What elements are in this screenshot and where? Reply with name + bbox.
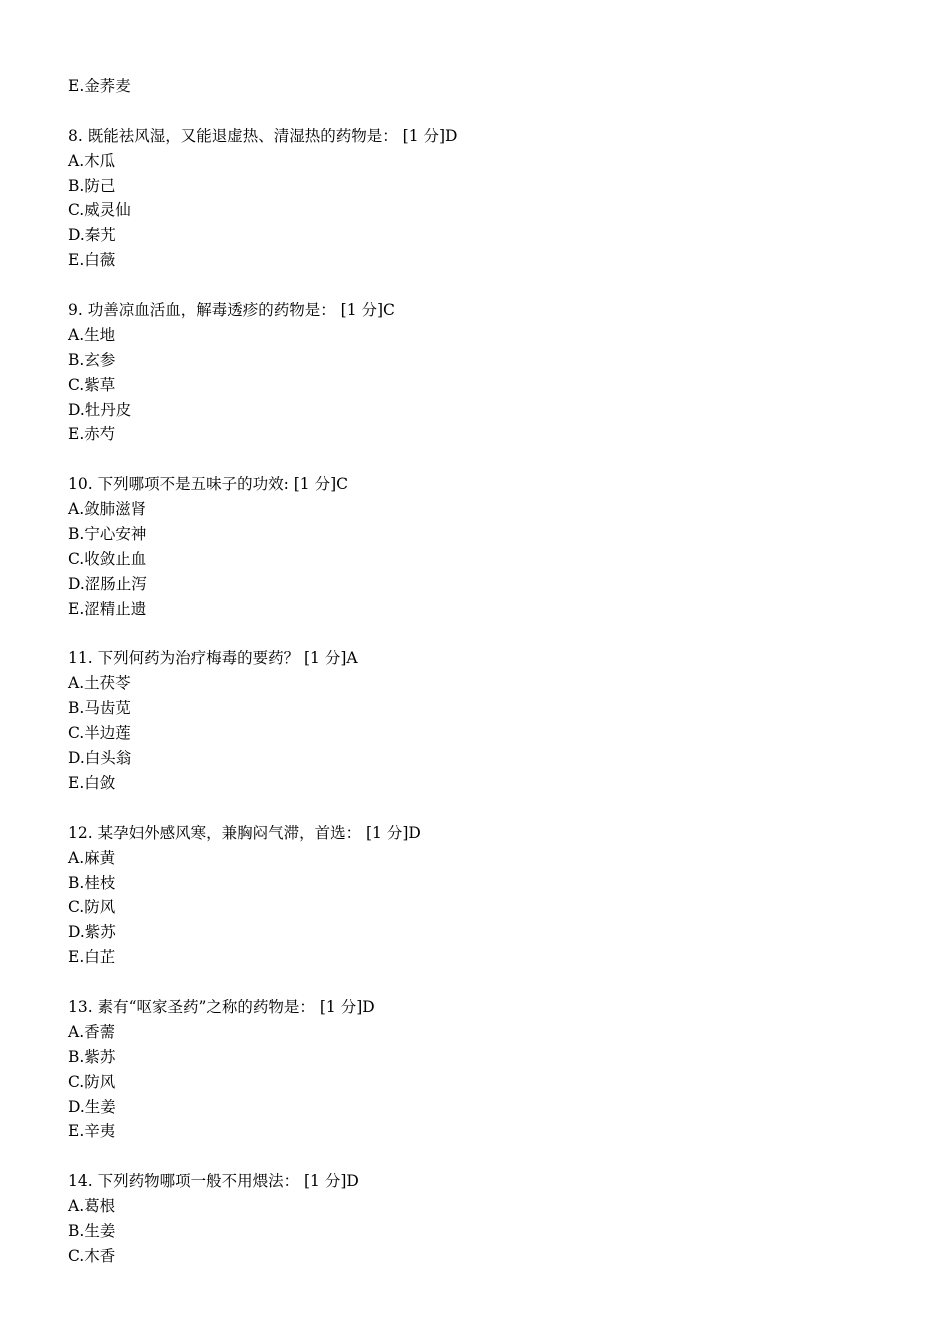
document-page [68, 74, 888, 1269]
question-block [68, 124, 888, 273]
question-block [68, 1169, 888, 1269]
option-line: A.香薷 [68, 1022, 116, 1041]
option-line: C.紫草 [68, 375, 116, 394]
option-line: A.麻黄 [68, 848, 116, 867]
option-line: E.辛夷 [68, 1122, 116, 1141]
option-line: C.收敛止血 [68, 549, 147, 568]
question-text: 14. 下列药物哪项一般不用煨法： [1 分]D [68, 1172, 359, 1191]
question-block [68, 995, 888, 1144]
option-line: B.紫苏 [68, 1047, 116, 1066]
question-block [68, 298, 888, 447]
option-line: C.半边莲 [68, 724, 131, 743]
option-line: A.土茯苓 [68, 674, 131, 693]
question-text: 9. 功善凉血活血，解毒透疹的药物是： [1 分]C [68, 301, 395, 320]
option-line: C.威灵仙 [68, 201, 131, 220]
question-text: 13. 素有“呕家圣药”之称的药物是： [1 分]D [68, 997, 375, 1016]
option-line: E.白芷 [68, 948, 116, 967]
option-line: D.紫苏 [68, 923, 116, 942]
question-text: 12. 某孕妇外感风寒，兼胸闷气滞，首选： [1 分]D [68, 823, 421, 842]
option-line: D.白头翁 [68, 749, 132, 768]
option-line: D.生姜 [68, 1097, 116, 1116]
question-text: 8. 既能祛风湿，又能退虚热、清湿热的药物是： [1 分]D [68, 126, 458, 145]
option-line: E.白敛 [68, 773, 116, 792]
option-line: B.马齿苋 [68, 699, 131, 718]
option-line: D.涩肠止泻 [68, 574, 147, 593]
option-line: E.白薇 [68, 251, 116, 270]
option-line: B.防己 [68, 176, 116, 195]
option-line: A.敛肺滋肾 [68, 500, 147, 519]
option-line: B.玄参 [68, 350, 116, 369]
question-block [68, 472, 888, 621]
option-line: A.生地 [68, 325, 116, 344]
option-line: A.木瓜 [68, 151, 116, 170]
question-text: 11. 下列何药为治疗梅毒的要药？ [1 分]A [68, 649, 358, 668]
option-line: E.涩精止遗 [68, 599, 147, 618]
option-line: E.赤芍 [68, 425, 116, 444]
question-block [68, 646, 888, 795]
option-line: D.秦艽 [68, 226, 116, 245]
option-line: D.牡丹皮 [68, 400, 132, 419]
question-text: 10. 下列哪项不是五味子的功效: [1 分]C [68, 475, 348, 494]
option-line: B.桂枝 [68, 873, 116, 892]
option-line: C.防风 [68, 1072, 116, 1091]
option-line: A.葛根 [68, 1197, 116, 1216]
option-line: C.木香 [68, 1246, 116, 1265]
question-block [68, 821, 888, 970]
option-line: B.宁心安神 [68, 525, 147, 544]
option-line: C.防风 [68, 898, 116, 917]
option-line: E.金荞麦 [68, 77, 131, 95]
option-line: B.生姜 [68, 1221, 116, 1240]
